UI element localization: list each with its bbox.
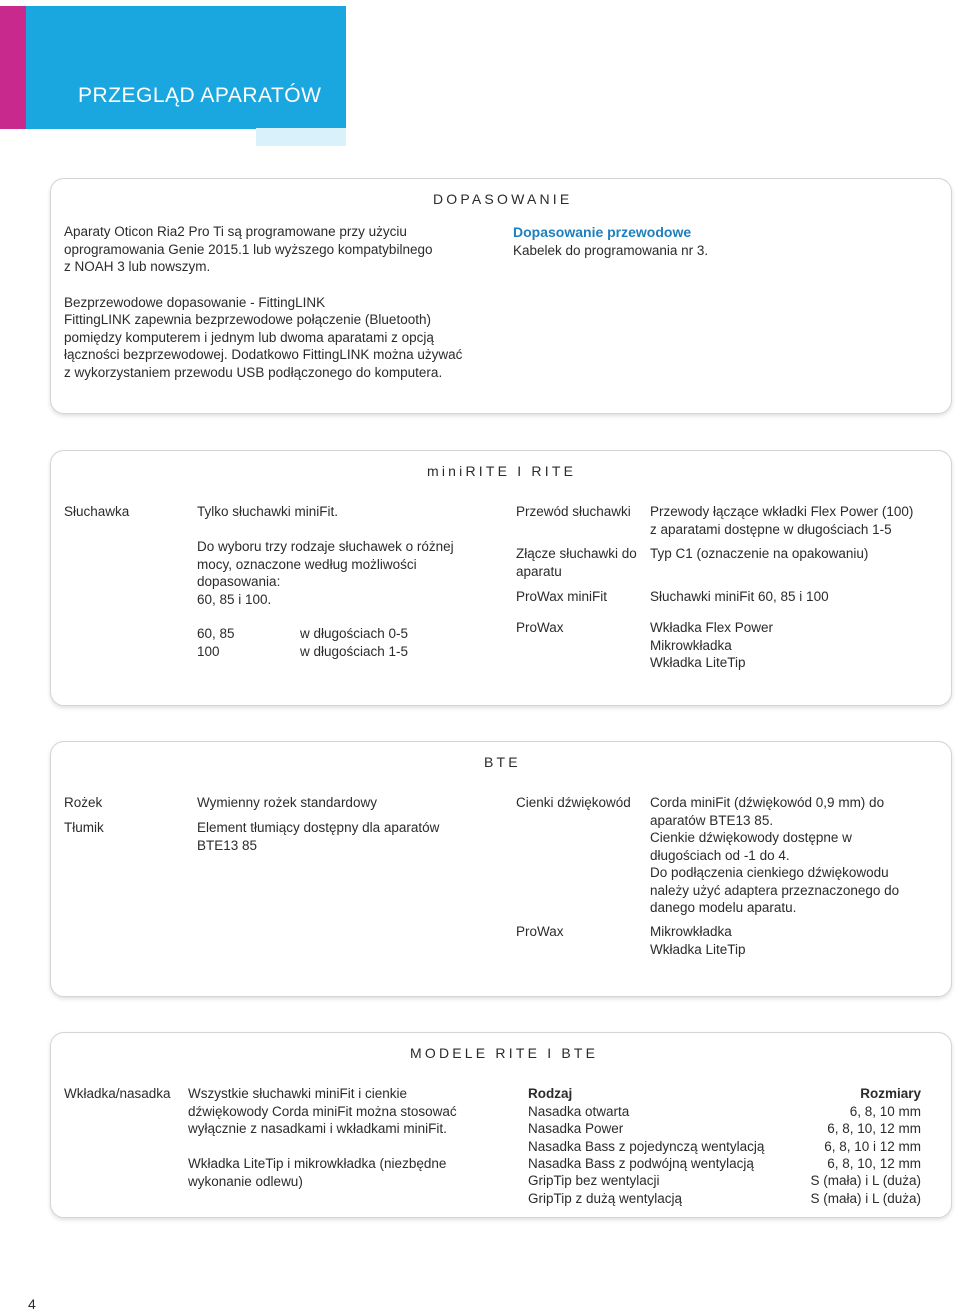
receiver-row-desc: w długościach 1-5 <box>300 644 409 659</box>
table-cell-type: Nasadka Bass z pojedynczą wentylacją <box>528 1139 765 1154</box>
table-cell-type: GripTip bez wentylacji <box>528 1173 660 1188</box>
wireless-fitting-heading: Bezprzewodowe dopasowanie - FittingLINK <box>64 295 326 310</box>
spec-label: ProWax <box>516 620 564 635</box>
modele-title: MODELE RITE I BTE <box>410 1045 599 1061</box>
bte-value: Corda miniFit (dźwiękowód 0,9 mm) do aparatów BTE13 85. Cienkie dźwiękowody dostępne w długościach od -1 do 4. Do podłączenia cienkiego dźwiękowodu należy użyć adaptera przeznaczonego do danego modelu aparatu. <box>650 795 900 915</box>
spec-label: Przewód słuchawki <box>516 504 631 519</box>
bte-value: Wymienny rożek standardowy <box>197 795 377 810</box>
table-cell-size: 6, 8, 10 mm <box>849 1104 921 1119</box>
table-header-type: Rodzaj <box>528 1086 573 1101</box>
table-cell-size: 6, 8, 10 i 12 mm <box>824 1139 921 1154</box>
bte-value: Mikrowkładka Wkładka LiteTip <box>650 924 746 957</box>
receiver-row-desc: w długościach 0-5 <box>300 626 409 641</box>
table-cell-size: 6, 8, 10, 12 mm <box>827 1156 921 1171</box>
table-cell-type: GripTip z dużą wentylacją <box>528 1191 683 1206</box>
receiver-row-code: 100 <box>197 644 220 659</box>
dome-label: Wkładka/nasadka <box>64 1086 171 1101</box>
table-cell-type: Nasadka otwarta <box>528 1104 630 1119</box>
spec-value: Przewody łączące wkładki Flex Power (100) z aparatami dostępne w długościach 1-5 <box>650 504 914 537</box>
page-number: 4 <box>28 1296 36 1312</box>
banner-accent-light <box>256 128 346 146</box>
wired-fitting-heading: Dopasowanie przewodowe <box>513 224 692 240</box>
spec-value: Słuchawki miniFit 60, 85 i 100 <box>650 589 829 604</box>
banner-background <box>26 6 346 129</box>
table-header-size: Rozmiary <box>860 1086 921 1101</box>
spec-label: ProWax miniFit <box>516 589 608 604</box>
bte-label: Rożek <box>64 795 103 810</box>
receiver-text-1: Tylko słuchawki miniFit. <box>197 504 339 519</box>
spec-value: Wkładka Flex Power Mikrowkładka Wkładka LiteTip <box>650 620 774 670</box>
dome-text-1: Wszystkie słuchawki miniFit i cienkie dźwiękowody Corda miniFit można stosować wyłącznie z nasadkami i wkładkami miniFit. <box>188 1086 457 1136</box>
table-cell-size: 6, 8, 10, 12 mm <box>827 1121 921 1136</box>
spec-label: Złącze słuchawki do aparatu <box>516 546 637 579</box>
bte-label: ProWax <box>516 924 564 939</box>
banner-accent-pink <box>0 6 26 129</box>
spec-value: Typ C1 (oznaczenie na opakowaniu) <box>650 546 869 561</box>
table-cell-size: S (mała) i L (duża) <box>810 1191 921 1206</box>
minirite-panel <box>50 450 952 706</box>
receiver-row-code: 60, 85 <box>197 626 235 641</box>
receiver-label: Słuchawka <box>64 504 130 519</box>
table-cell-type: Nasadka Bass z podwójną wentylacją <box>528 1156 754 1171</box>
dopasowanie-title: DOPASOWANIE <box>433 191 573 207</box>
receiver-text-2: Do wyboru trzy rodzaje słuchawek o różnej mocy, oznaczone według możliwości dopasowania: 60, 85 i 100. <box>197 539 454 607</box>
wireless-fitting-text: FittingLINK zapewnia bezprzewodowe połączenie (Bluetooth) pomiędzy komputerem i jednym lub dwoma aparatami z opcją łączności bezprzewodowej. Dodatkowo FittingLINK można używać z wykorzystaniem przewodu USB podłączonego do komputera. <box>64 312 463 380</box>
bte-label: Cienki dźwiękowód <box>516 795 631 810</box>
dome-text-2: Wkładka LiteTip i mikrowkładka (niezbędne wykonanie odlewu) <box>188 1156 447 1189</box>
dopasowanie-intro: Aparaty Oticon Ria2 Pro Ti są programowane przy użyciu oprogramowania Genie 2015.1 lub wyższego kompatybilnego z NOAH 3 lub nowszym. <box>64 224 433 274</box>
bte-title: BTE <box>484 754 521 770</box>
bte-label: Tłumik <box>64 820 104 835</box>
wired-fitting-text: Kabelek do programowania nr 3. <box>513 243 709 258</box>
page-title: PRZEGLĄD APARATÓW <box>78 84 322 107</box>
minirite-title: miniRITE I RITE <box>427 463 577 479</box>
table-cell-type: Nasadka Power <box>528 1121 624 1136</box>
bte-value: Element tłumiący dostępny dla aparatów BTE13 85 <box>197 820 440 853</box>
table-cell-size: S (mała) i L (duża) <box>810 1173 921 1188</box>
